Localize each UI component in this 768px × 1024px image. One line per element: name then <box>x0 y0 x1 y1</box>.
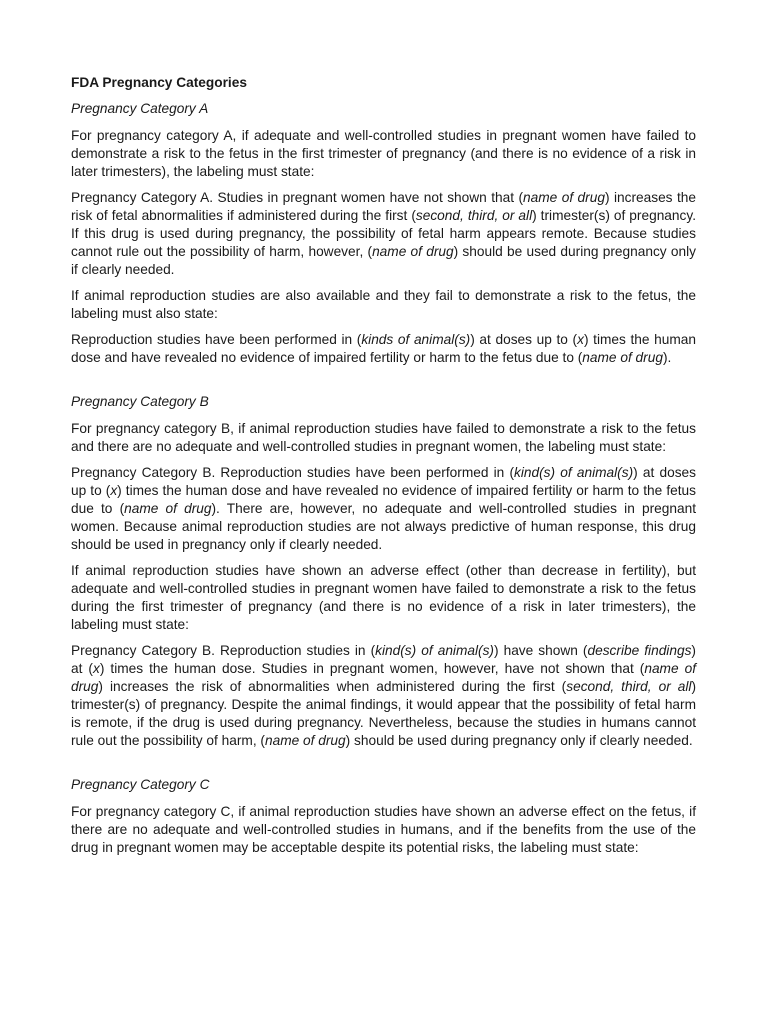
placeholder-term: x <box>110 483 118 499</box>
text-segment: Pregnancy Category A. Studies in pregnant women have not shown that ( <box>71 190 524 206</box>
text-segment: ) increases the risk of fetal abnormalities if administered during the first ( <box>71 190 696 224</box>
placeholder-term: kind(s) of animal(s) <box>375 643 494 659</box>
placeholder-term: kinds of animal(s) <box>361 332 471 348</box>
placeholder-term: name of drug <box>124 501 212 517</box>
text-segment: ) at doses up to ( <box>71 465 696 499</box>
category-a-animal-intro: If animal reproduction studies are also available and they fail to demonstrate a risk to the fetus, the labeling must also state: <box>71 288 696 321</box>
placeholder-term: second, third, or all <box>415 208 533 224</box>
text-segment: Pregnancy Category B. Reproduction studies have been performed in ( <box>71 465 515 481</box>
text-segment: ) at doses up to ( <box>470 332 578 348</box>
text-segment: ) trimester(s) of pregnancy. Despite the animal findings, it would appear that the possibility of fetal harm is remote, if the drug is used during pregnancy. Nevertheless, because the studies in humans cannot rule out the possibility of harm, ( <box>71 678 696 748</box>
category-c-intro: For pregnancy category C, if animal reproduction studies have shown an adverse effect on the fetus, if there are no adequate and well-controlled studies in humans, and if the benefits from the use of the drug in pregnant women may be acceptable despite its potential risks, the labeling must state: <box>71 803 696 855</box>
text-segment: Pregnancy Category B. Reproduction studies in ( <box>71 643 376 659</box>
placeholder-term: name of drug <box>523 190 605 206</box>
category-a-heading: Pregnancy Category A <box>71 100 209 116</box>
category-a-intro: For pregnancy category A, if adequate and well-controlled studies in pregnant women have failed to demonstrate a risk to the fetus in the first trimester of pregnancy (and there is no evidence of a risk in later trimesters), the labeling must state: <box>71 128 696 180</box>
category-b-heading: Pregnancy Category B <box>71 393 209 409</box>
placeholder-term: describe findings <box>587 643 692 659</box>
text-segment: ) times the human dose and have revealed no evidence of impaired fertility or harm to the fetus due to ( <box>71 483 696 517</box>
placeholder-term: x <box>577 332 584 348</box>
document-page <box>71 74 696 865</box>
text-segment: ) trimester(s) of pregnancy. If this drug is used during pregnancy, the possibility of fetal harm appears remote. Because studies cannot rule out the possibility of harm, however, ( <box>71 208 696 259</box>
placeholder-term: x <box>92 661 100 677</box>
text-segment: ) at ( <box>71 643 696 677</box>
text-segment: ) times the human dose. Studies in pregnant women, however, have not shown that ( <box>99 661 645 677</box>
text-segment: ). There are, however, no adequate and well-controlled studies in pregnant women. Because animal reproduction studies are not always predictive of human response, this drug should be used in pregnancy only if clearly needed. <box>71 501 696 552</box>
text-segment: ) increases the risk of abnormalities when administered during the first ( <box>98 678 567 694</box>
text-segment: Reproduction studies have been performed in ( <box>71 332 362 348</box>
placeholder-term: name of drug <box>582 350 663 366</box>
placeholder-term: kind(s) of animal(s) <box>514 465 634 481</box>
text-segment: ) should be used during pregnancy only if clearly needed. <box>71 243 697 277</box>
document-title: FDA Pregnancy Categories <box>71 75 247 90</box>
text-segment: ) should be used during pregnancy only if clearly needed. <box>345 732 693 748</box>
placeholder-term: second, third, or all <box>566 678 692 694</box>
category-b-adverse-intro: If animal reproduction studies have shown an adverse effect (other than decrease in fertility), but adequate and well-controlled studies in pregnant women have failed to demonstrate a risk to the fetus during the first trimester of pregnancy (and there is no evidence of a risk in later trimesters), the labeling must state: <box>71 563 696 632</box>
category-b-intro: For pregnancy category B, if animal reproduction studies have failed to demonstrate a risk to the fetus and there are no adequate and well-controlled studies in pregnant women, the labeling must state: <box>71 421 696 455</box>
text-segment: ) times the human dose and have revealed no evidence of impaired fertility or harm to the fetus due to ( <box>71 332 696 366</box>
category-a-animal-statement <box>71 331 696 367</box>
category-b-label-statement <box>71 464 696 554</box>
category-b-adverse-statement <box>71 642 696 749</box>
text-segment: ) have shown ( <box>493 643 588 659</box>
text-segment: ). <box>662 350 672 366</box>
placeholder-term: name of drug <box>372 243 454 259</box>
category-a-label-statement <box>71 189 696 279</box>
category-c-heading: Pregnancy Category C <box>71 776 210 792</box>
placeholder-term: name of drug <box>265 732 346 748</box>
placeholder-term: name of drug <box>71 661 696 694</box>
